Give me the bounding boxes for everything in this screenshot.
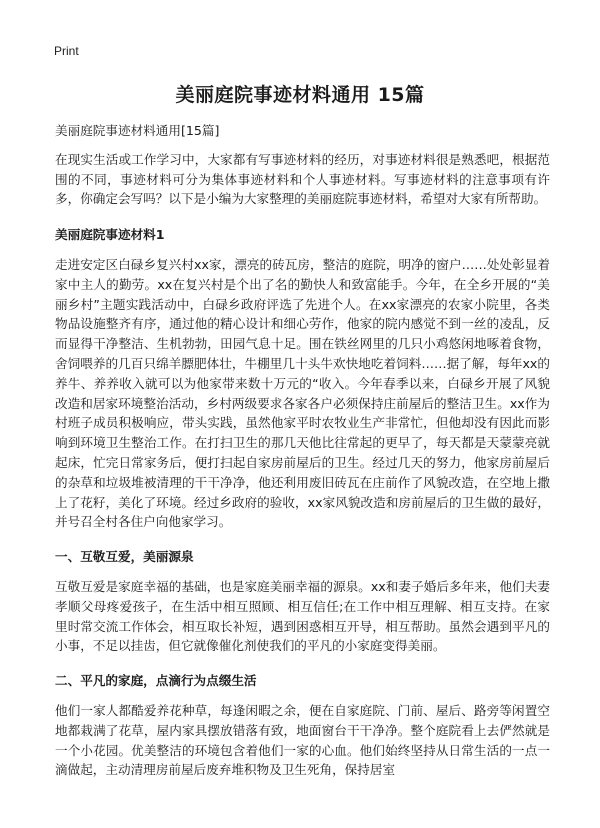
- section-heading-2: 一、互敬互爱，美丽源泉: [55, 549, 194, 565]
- section-paragraph-2: 互敬互爱是家庭幸福的基础，也是家庭美丽幸福的源泉。xx和妻子婚后多年来，他们夫妻孝顺父母疼爱孩子，在生活中相互照顾、相互信任;在工作中相互理解、相互支持。在家里时常交流工作体会，相互取长补短，遇到困惑相互开导，相互帮助。虽然会遇到平凡的小事，不足以挂齿，但它就像催化剂使我们的平凡的小家庭变得美丽。: [55, 578, 550, 654]
- section-paragraph-1: 走进安定区白碌乡复兴村xx家，漂亮的砖瓦房，整洁的庭院，明净的窗户……处处彰显着家中主人的勤劳。xx在复兴村是个出了名的勤快人和致富能手。今年，在全乡开展的“美丽乡村”主题实践活动中，白碌乡政府评选了先进个人。在xx家漂亮的农家小院里，各类物品设施整齐有序，通过他的精心设计和细心劳作，他家的院内感觉不到一丝的凌乱，反而显得干净整洁、生机勃勃，田园气息十足。围在铁丝网里的几只小鸡悠闲地啄着食物，舍饲喂养的几百只绵羊膘肥体壮，牛棚里几十头牛欢快地吃着饲料……据了解，每年xx的养牛、养养收入就可以为他家带来数十万元的“收入。今年春季以来，白碌乡开展了风貌改造和居家环境整治活动，乡村两级要求各家各户必须保持庄前屋后的整洁卫生。xx作为村班子成员积极响应，带头实践，虽然他家平时农牧业生产非常忙，但他却没有因此而影响到环境卫生整治工作。在打扫卫生的那几天他比往常起的更早了，每天都是天蒙蒙亮就起床，忙完日常家务后，便打扫起自家房前屋后的卫生。经过几天的努力，他家房前屋后的杂草和垃圾堆被清理的干干净净，他还利用废旧砖瓦在庄前作了风貌改造，在空地上撒上了花籽，美化了环境。经过乡政府的验收，xx家风貌改造和房前屋后的卫生做的最好，并号召全村各住户向他家学习。: [55, 256, 550, 530]
- section-heading-3: 二、平凡的家庭，点滴行为点缀生活: [55, 673, 257, 689]
- section-heading-1: 美丽庭院事迹材料1: [55, 227, 165, 243]
- page-title: 美丽庭院事迹材料通用 15篇: [175, 84, 425, 106]
- section-paragraph-3: 他们一家人都酷爱养花种草，每逢闲暇之余，便在自家庭院、门前、屋后、路旁等闲置空地都栽满了花草，屋内家具摆放错落有致，地面窗台干干净净。整个庭院看上去俨然就是一个小花园。优美整洁的环境包含着他们一家的心血。他们始终坚持从日常生活的一点一滴做起，主动清理房前屋后废弃堆积物及卫生死角，保持居室: [55, 702, 550, 778]
- article-body: [55, 121, 550, 795]
- intro-paragraph: 在现实生活或工作学习中，大家都有写事迹材料的经历，对事迹材料很是熟悉吧，根据范围的不同，事迹材料可分为集体事迹材料和个人事迹材料。写事迹材料的注意事项有许多，你确定会写吗？以下是小编为大家整理的美丽庭院事迹材料，希望对大家有所帮助。: [55, 151, 550, 207]
- print-link[interactable]: Print: [54, 44, 79, 58]
- article-subtitle: 美丽庭院事迹材料通用[15篇]: [55, 123, 220, 138]
